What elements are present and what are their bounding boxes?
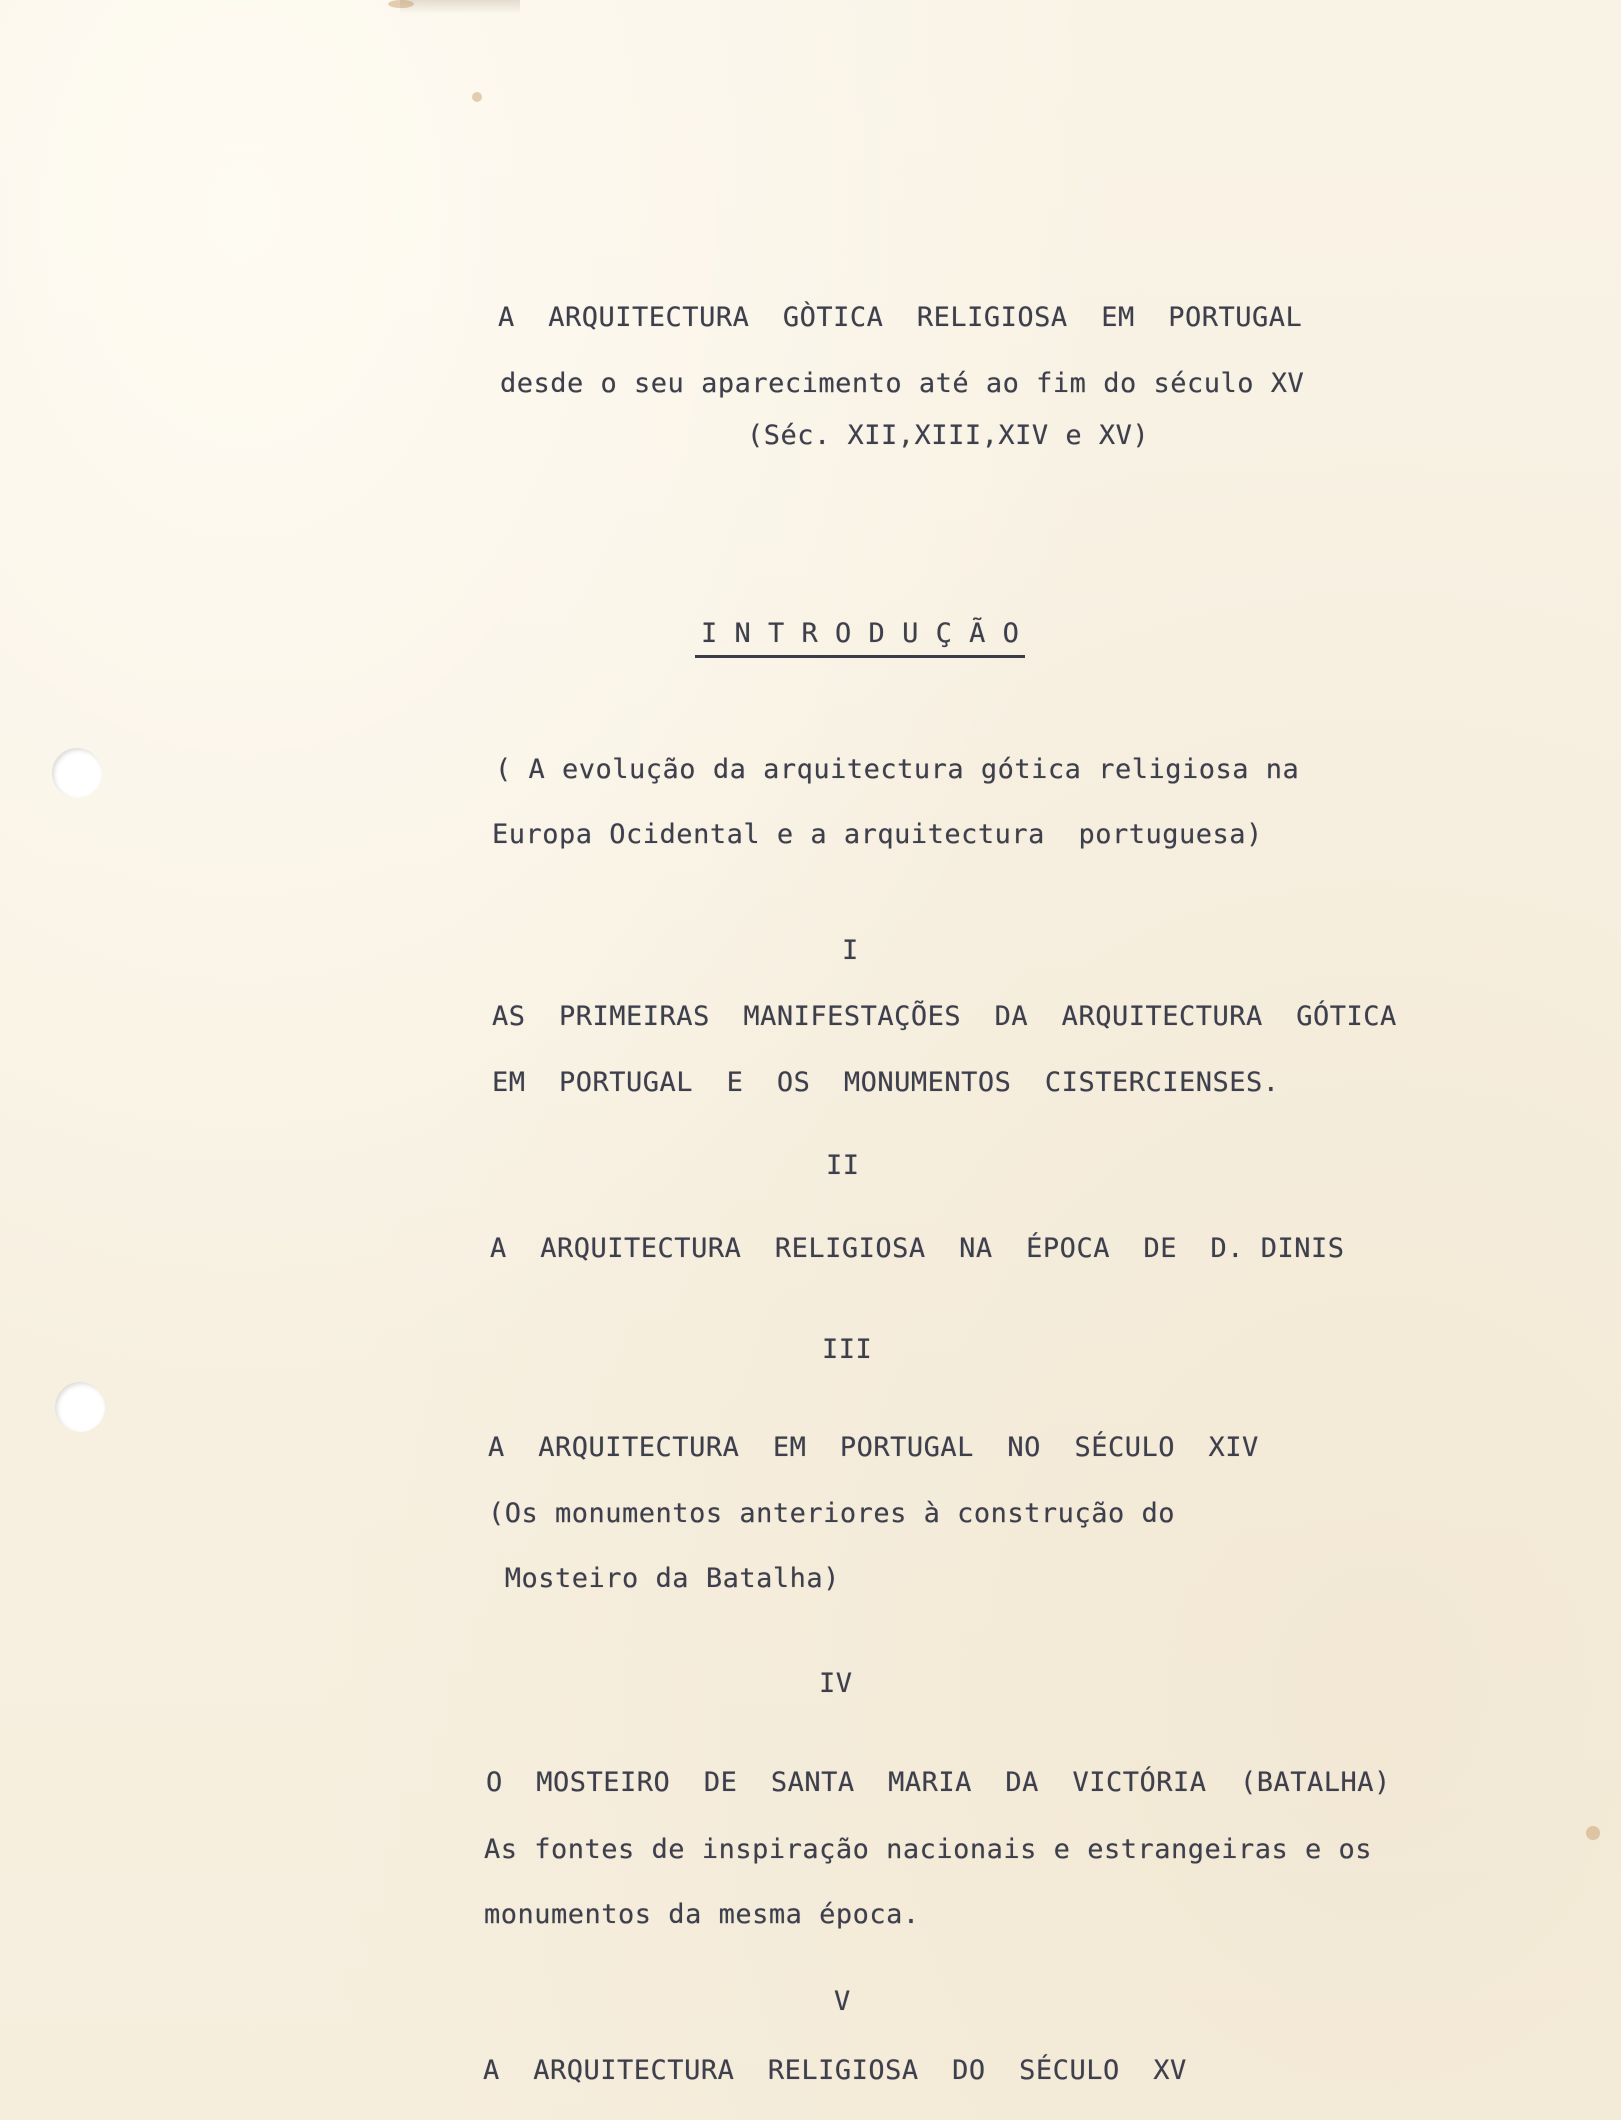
introduction-heading: I N T R O D U Ç Ã O — [695, 618, 1025, 658]
stain-mark — [472, 92, 482, 102]
section-numeral: II — [826, 1150, 860, 1181]
stain-mark — [1586, 1826, 1600, 1840]
paper-edge-shadow — [400, 0, 520, 14]
section-line: EM PORTUGAL E OS MONUMENTOS CISTERCIENSES. — [492, 1067, 1280, 1098]
section-numeral: III — [822, 1334, 873, 1365]
section-line: Mosteiro da Batalha) — [488, 1563, 840, 1594]
section-line: A ARQUITECTURA EM PORTUGAL NO SÉCULO XIV — [488, 1432, 1259, 1463]
punch-hole — [52, 748, 102, 798]
section-numeral: I — [842, 935, 859, 966]
section-line: (Os monumentos anteriores à construção do — [488, 1498, 1175, 1529]
title-line-3: (Séc. XII,XIII,XIV e XV) — [747, 420, 1150, 451]
section-line: monumentos da mesma época. — [484, 1899, 920, 1930]
stain-mark — [388, 0, 414, 8]
section-numeral: IV — [819, 1668, 853, 1699]
intro-line-1: ( A evolução da arquitectura gótica religiosa na — [495, 754, 1300, 785]
intro-line-2: Europa Ocidental e a arquitectura portuguesa) — [492, 819, 1263, 850]
section-line: O MOSTEIRO DE SANTA MARIA DA VICTÓRIA (BATALHA) — [486, 1767, 1391, 1798]
section-numeral: V — [834, 1986, 851, 2017]
section-line: As fontes de inspiração nacionais e estrangeiras e os — [484, 1834, 1373, 1865]
section-line: A ARQUITECTURA RELIGIOSA DO SÉCULO XV — [483, 2055, 1187, 2086]
punch-hole — [55, 1382, 105, 1432]
title-line-1: A ARQUITECTURA GÒTICA RELIGIOSA EM PORTUGAL — [498, 302, 1303, 333]
section-line: AS PRIMEIRAS MANIFESTAÇÕES DA ARQUITECTURA GÓTICA — [492, 1001, 1397, 1032]
title-line-2: desde o seu aparecimento até ao fim do século XV — [500, 368, 1305, 399]
section-line: A ARQUITECTURA RELIGIOSA NA ÉPOCA DE D. DINIS — [490, 1233, 1345, 1264]
